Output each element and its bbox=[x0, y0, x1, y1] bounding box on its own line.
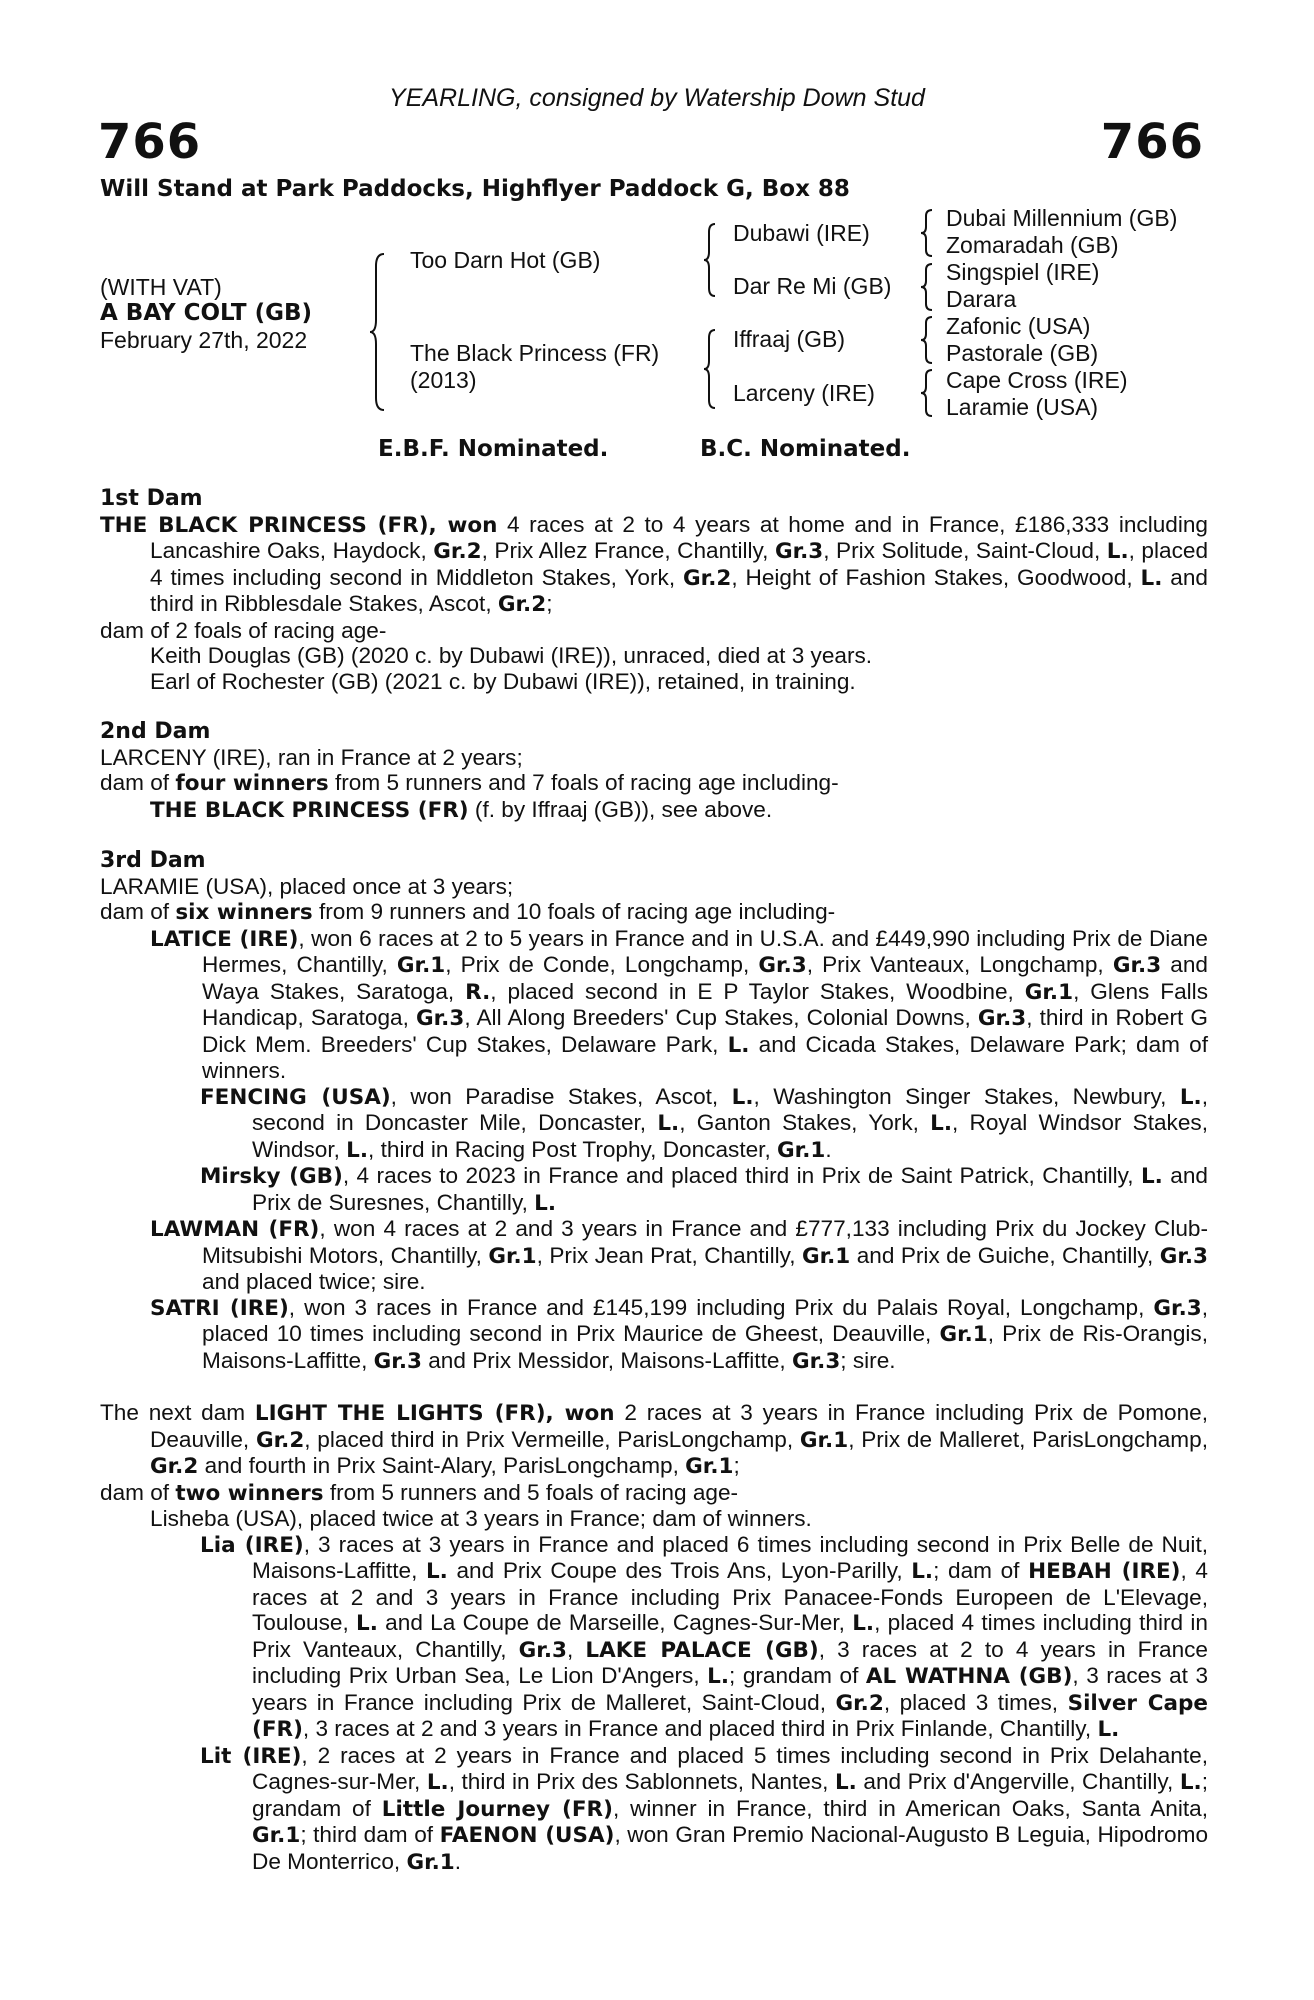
pedigree-brace-g12 bbox=[920, 208, 934, 258]
pedigree-brace-g34 bbox=[920, 262, 934, 312]
second-dam-line: LARCENY (IRE), ran in France at 2 years; bbox=[100, 744, 523, 770]
pedigree-gen3-7: Cape Cross (IRE) bbox=[946, 367, 1128, 393]
next-dam-produce-line: dam of two winners from 5 runners and 5 foals of racing age- bbox=[100, 1479, 739, 1506]
produce-entry: SATRI (IRE), won 3 races in France and £145,199 including Prix du Palais Royal, Longchamp, Gr.3, placed 10 times including second in Prix Maurice de Gheest, Deauville, Gr.1, Prix de Ris-Orangis, Maisons-Laffitte, Gr.3 and Prix Messidor, Maisons-Laffitte, Gr.3; sire. bbox=[150, 1294, 1208, 1374]
pedigree-gen3-6: Pastorale (GB) bbox=[946, 340, 1099, 366]
pedigree-dam-dam: Larceny (IRE) bbox=[733, 380, 875, 406]
pedigree-gen3-8: Laramie (USA) bbox=[946, 394, 1099, 420]
pedigree-brace-sire bbox=[702, 222, 718, 298]
lot-number-right: 766 bbox=[1100, 114, 1204, 170]
pedigree-gen3-5: Zafonic (USA) bbox=[946, 313, 1091, 339]
pedigree-gen3-4: Darara bbox=[946, 286, 1017, 312]
third-dam-produce-line: dam of six winners from 9 runners and 10 foals of racing age including- bbox=[100, 899, 836, 925]
stabling-location: Will Stand at Park Paddocks, Highflyer Paddock G, Box 88 bbox=[100, 176, 850, 202]
produce-entry: LAWMAN (FR), won 4 races at 2 and 3 years in France and £777,133 including Prix du Jockey Club- Mitsubishi Motors, Chantilly, Gr.1, Prix Jean Prat, Chantilly, Gr.1 and Prix de Guiche, Chantilly, Gr.3 and placed twice; sire. bbox=[150, 1216, 1209, 1294]
produce-entry: Lia (IRE), 3 races at 3 years in France and placed 6 times including second in Prix Belle de Nuit, Maisons-Laffitte, L. and Prix Coupe des Trois Ans, Lyon-Parilly, L.; dam of HEBAH (IRE), 4 races at 2 and 3 years in France including Prix Panacee-Fonds Europeen de L'Elevage, Toulouse, L. and La Coupe de Marseille, Cagnes-Sur-Mer, L., placed 4 times including third in Prix Vanteaux, Chantilly, Gr.3, LAKE PALACE (GB), 3 races at 2 to 4 years in France including Prix Urban Sea, Le Lion D'Angers, L.; grandam of AL WATHNA (GB), 3 races at 3 years in France including Prix de Malleret, Saint-Cloud, Gr.2, placed 3 times, Silver Cape (FR), 3 races at 2 and 3 years in France and placed third in Prix Finlande, Chantilly, L. bbox=[200, 1531, 1209, 1742]
pedigree-gen3-3: Singspiel (IRE) bbox=[946, 259, 1100, 285]
second-dam-heading: 2nd Dam bbox=[100, 719, 211, 744]
produce-entry: FENCING (USA), won Paradise Stakes, Ascot, L., Washington Singer Stakes, Newbury, L., second in Doncaster Mile, Doncaster, L., Ganton Stakes, York, L., Royal Windsor Stakes, Windsor, L., third in Racing Post Trophy, Doncaster, Gr.1. bbox=[200, 1083, 1209, 1163]
second-dam-produce-line: dam of four winners from 5 runners and 7 foals of racing age including- bbox=[100, 770, 839, 796]
foaling-date: February 27th, 2022 bbox=[100, 327, 308, 353]
produce-entry: Lit (IRE), 2 races at 2 years in France and placed 5 times including second in Prix Delahante, Cagnes-sur-Mer, L., third in Prix des Sablonnets, Nantes, L. and Prix d'Angerville, Chantilly, L.; grandam of Little Journey (FR), winner in France, third in American Oaks, Santa Anita, Gr.1; third dam of FAENON (USA), won Gran Premio Nacional-Augusto B Leguia, Hipodromo De Monterrico, Gr.1. bbox=[200, 1742, 1209, 1875]
catalogue-body bbox=[100, 486, 1208, 1875]
first-dam-foals-line: dam of 2 foals of racing age- bbox=[100, 617, 387, 643]
pedigree-gen3-2: Zomaradah (GB) bbox=[946, 232, 1119, 258]
pedigree-sire-sire: Dubawi (IRE) bbox=[733, 220, 870, 246]
lot-number-left: 766 bbox=[98, 114, 202, 170]
pedigree-brace-g56 bbox=[920, 315, 934, 365]
next-dam-paragraph: The next dam LIGHT THE LIGHTS (FR), won 2 races at 3 years in France including Prix de Pomone, Deauville, Gr.2, placed third in Prix Vermeille, ParisLongchamp, Gr.1, Prix de Malleret, ParisLongchamp, Gr.2 and fourth in Prix Saint-Alary, ParisLongchamp, Gr.1; bbox=[100, 1400, 1208, 1479]
ebf-nomination: E.B.F. Nominated. bbox=[378, 436, 609, 462]
first-dam-heading: 1st Dam bbox=[100, 486, 203, 511]
bc-nomination: B.C. Nominated. bbox=[700, 436, 911, 462]
produce-entry: Mirsky (GB), 4 races to 2023 in France and placed third in Prix de Saint Patrick, Chantilly, L. and Prix de Suresnes, Chantilly, L. bbox=[200, 1163, 1209, 1216]
pedigree-brace-main bbox=[368, 252, 388, 412]
first-dam-paragraph: THE BLACK PRINCESS (FR), won 4 races at 2 to 4 years at home and in France, £186,333 including Lancashire Oaks, Haydock, Gr.2, Prix Allez France, Chantilly, Gr.3, Prix Solitude, Saint-Cloud, L., placed 4 times including second in Middleton Stakes, York, Gr.2, Height of Fashion Stakes, Goodwood, L. and third in Ribblesdale Stakes, Ascot, Gr.2; bbox=[100, 511, 1209, 617]
first-dam-name: THE BLACK PRINCESS (FR) bbox=[100, 512, 429, 538]
third-dam-line: LARAMIE (USA), placed once at 3 years; bbox=[100, 873, 514, 899]
pedigree-dam: The Black Princess (FR) bbox=[410, 340, 660, 366]
foal-entry: Keith Douglas (GB) (2020 c. by Dubawi (IRE)), unraced, died at 3 years. bbox=[150, 643, 873, 668]
pedigree-gen3-1: Dubai Millennium (GB) bbox=[946, 205, 1178, 231]
pedigree-brace-g78 bbox=[920, 368, 934, 418]
consignment-line: YEARLING, consigned by Watership Down Stud bbox=[389, 84, 925, 112]
pedigree-dam-sire: Iffraaj (GB) bbox=[733, 326, 846, 352]
vat-note: (WITH VAT) bbox=[100, 274, 222, 300]
produce-entry: Lisheba (USA), placed twice at 3 years in France; dam of winners. bbox=[150, 1506, 812, 1531]
produce-entry: LATICE (IRE), won 6 races at 2 to 5 years in France and in U.S.A. and £449,990 including Prix de Diane Hermes, Chantilly, Gr.1, Prix de Conde, Longchamp, Gr.3, Prix Vanteaux, Longchamp, Gr.3 and Waya Stakes, Saratoga, R., placed second in E P Taylor Stakes, Woodbine, Gr.1, Glens Falls Handicap, Saratoga, Gr.3, All Along Breeders' Cup Stakes, Colonial Downs, Gr.3, third in Robert G Dick Mem. Breeders' Cup Stakes, Delaware Park, L. and Cicada Stakes, Delaware Park; dam of winners. bbox=[150, 925, 1208, 1083]
foal-entry: Earl of Rochester (GB) (2021 c. by Dubawi (IRE)), retained, in training. bbox=[150, 668, 856, 694]
pedigree-dam-year: (2013) bbox=[410, 367, 477, 393]
produce-entry: THE BLACK PRINCESS (FR) (f. by Iffraaj (GB)), see above. bbox=[150, 796, 773, 823]
pedigree-sire-dam: Dar Re Mi (GB) bbox=[733, 273, 892, 299]
pedigree-brace-dam bbox=[702, 328, 718, 410]
third-dam-heading: 3rd Dam bbox=[100, 848, 206, 873]
pedigree-sire: Too Darn Hot (GB) bbox=[410, 247, 601, 273]
subject-name: A BAY COLT (GB) bbox=[100, 300, 313, 326]
